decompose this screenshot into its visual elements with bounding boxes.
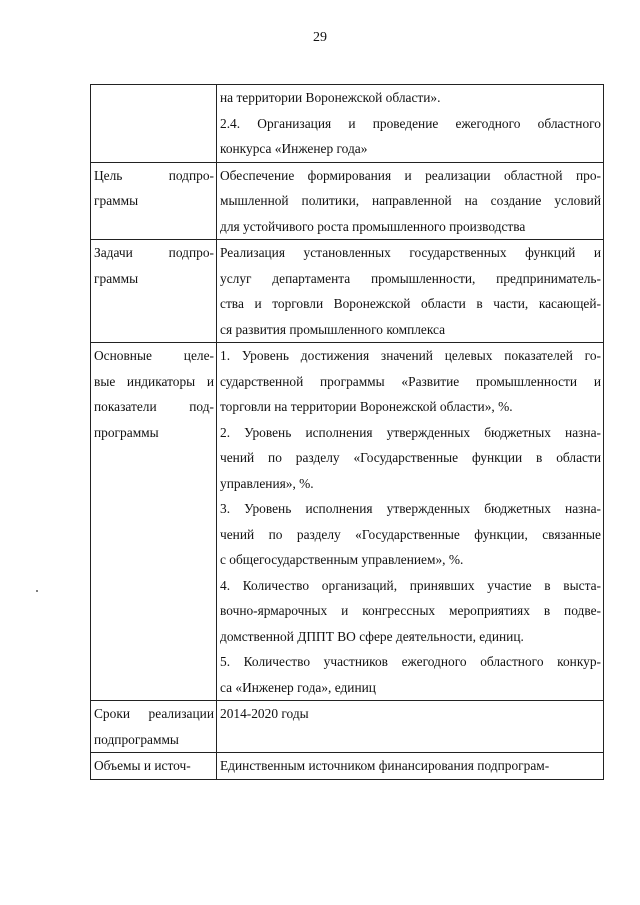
row-content-cell [217,240,604,343]
row-label-line: программы [94,424,159,440]
content-line: мышленной политики, направленной на создание условий [220,193,601,208]
content-paragraph [220,163,601,240]
row-label-cell [91,162,217,240]
row-label-line: граммы [94,193,139,208]
row-label-line: вые индикаторы и [94,373,214,389]
content-line: 5. Количество участников ежегодного областного конкур- [220,654,601,669]
row-label-cell [91,343,217,701]
row-label-line: подпрограммы [94,731,179,747]
content-line: конкурса «Инженер года» [220,141,368,156]
row-label-line: граммы [94,270,139,286]
row-label-cell [91,701,217,753]
content-line: Реализация установленных государственных функций и [220,245,601,260]
content-line: на территории Воронежской области». [220,90,441,105]
content-line: 2.4. Организация и проведение ежегодного областного [220,115,601,131]
content-line: 1. Уровень достижения значений целевых показателей го- [220,348,601,363]
row-label-line: Объемы и источ- [94,758,191,773]
content-paragraph [220,701,601,727]
table-row [91,240,604,343]
row-content-cell [217,85,604,163]
row-content-cell [217,162,604,240]
content-line: с общегосударственным управлением», %. [220,552,464,567]
row-content-cell [217,701,604,753]
content-line: Обеспечение формирования и реализации областной про- [220,167,601,183]
content-line: для устойчивого роста промышленного производства [220,218,526,234]
content-line: вочно-ярмарочных и конгрессных мероприятиях в подве- [220,603,601,618]
row-label-line: Цель подпро- [94,167,214,183]
row-label-cell [91,240,217,343]
content-line: ства и торговли Воронежской области в части, касающей- [220,296,601,311]
table-row [91,753,604,780]
content-paragraph [220,573,601,650]
content-paragraph [220,85,601,111]
content-line: сударственной программы «Развитие промышленности и [220,373,601,389]
scan-artifact [36,590,38,592]
content-line: домственной ДППТ ВО сфере деятельности, единиц. [220,628,524,644]
content-paragraph [220,343,601,420]
row-label-line: Сроки реализации [94,706,214,721]
row-label-cell [91,85,217,163]
content-paragraph [220,649,601,700]
row-label-line: показатели под- [94,399,214,414]
content-line: Единственным источником финансирования подпрограм- [220,758,550,773]
table-row [91,701,604,753]
content-line: торговли на территории Воронежской области», %. [220,399,513,414]
content-line: 2014-2020 годы [220,706,309,721]
content-line: 3. Уровень исполнения утвержденных бюджетных назна- [220,501,601,516]
table-row [91,343,604,701]
table-row [91,162,604,240]
content-paragraph [220,420,601,497]
content-line: 2. Уровень исполнения утвержденных бюджетных назна- [220,424,601,440]
row-label-line: Основные целе- [94,348,214,363]
page-number: 29 [313,30,327,45]
passport-table [90,84,604,780]
content-paragraph [220,496,601,573]
content-line: 4. Количество организаций, принявших участие в выста- [220,577,601,593]
table-row [91,85,604,163]
content-paragraph [220,753,601,779]
content-line: са «Инженер года», единиц [220,679,376,695]
row-content-cell [217,753,604,780]
content-line: ся развития промышленного комплекса [220,321,446,337]
content-line: услуг департамента промышленности, предприниматель- [220,270,601,286]
row-content-cell [217,343,604,701]
content-paragraph [220,240,601,342]
content-paragraph [220,111,601,162]
row-label-line: Задачи подпро- [94,245,214,260]
content-line: управления», %. [220,475,314,491]
content-line: чений по разделу «Государственные функции в области [220,450,601,465]
row-label-cell [91,753,217,780]
content-line: чений по разделу «Государственные функции, связанные [220,526,601,542]
